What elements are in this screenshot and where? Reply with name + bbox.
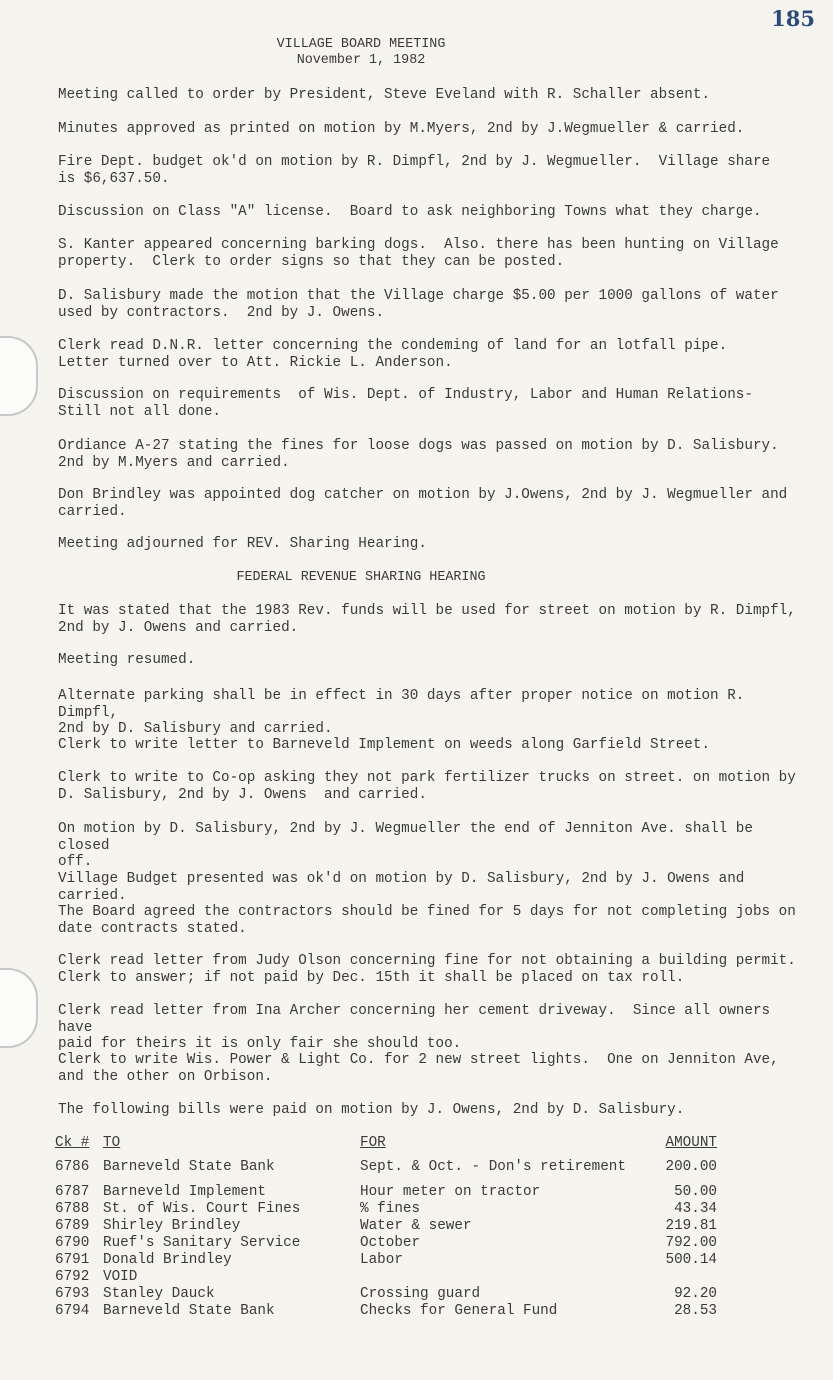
paragraph: Fire Dept. budget ok'd on motion by R. Dimpfl, 2nd by J. Wegmueller. Village share is $6,637.50. xyxy=(58,154,771,187)
amount: 92.20 xyxy=(674,1286,717,1302)
paragraph: On motion by D. Salisbury, 2nd by J. Wegmueller the end of Jenniton Ave. shall be closed off. xyxy=(58,821,753,870)
header-for: FOR xyxy=(360,1135,386,1151)
check-number: 6789 xyxy=(55,1218,90,1234)
paragraph: Alternate parking shall be in effect in 30 days after proper notice on motion R. Dimpfl, 2nd by D. Salisbury and carried. xyxy=(58,688,745,737)
payee: St. of Wis. Court Fines xyxy=(103,1201,301,1217)
amount: 500.14 xyxy=(665,1252,717,1268)
paragraph: D. Salisbury made the motion that the Village charge $5.00 per 1000 gallons of water used by contractors. 2nd by J. Owens. xyxy=(58,288,779,321)
table-row xyxy=(55,1303,755,1320)
purpose: Sept. & Oct. - Don's retirement xyxy=(360,1159,626,1175)
header-amount: AMOUNT xyxy=(665,1135,717,1151)
bills-header-row xyxy=(55,1135,755,1152)
purpose: Water & sewer xyxy=(360,1218,472,1234)
payee: Barneveld Implement xyxy=(103,1184,267,1200)
paragraph: It was stated that the 1983 Rev. funds will be used for street on motion by R. Dimpfl, 2nd by J. Owens and carried. xyxy=(58,603,796,636)
check-number: 6786 xyxy=(55,1159,90,1175)
paragraph: Clerk to write letter to Barneveld Implement on weeds along Garfield Street. xyxy=(58,737,711,753)
table-row xyxy=(55,1286,755,1303)
payee: Stanley Dauck xyxy=(103,1286,215,1302)
amount: 43.34 xyxy=(674,1201,717,1217)
check-number: 6792 xyxy=(55,1269,90,1285)
paragraph: Village Budget presented was ok'd on motion by D. Salisbury, 2nd by J. Owens and carried. xyxy=(58,871,753,904)
table-row xyxy=(55,1159,755,1176)
check-number: 6790 xyxy=(55,1235,90,1251)
meeting-date: November 1, 1982 xyxy=(296,53,426,68)
check-number: 6793 xyxy=(55,1286,90,1302)
amount: 219.81 xyxy=(665,1218,717,1234)
paragraph: Don Brindley was appointed dog catcher on motion by J.Owens, 2nd by J. Wegmueller and carried. xyxy=(58,487,788,520)
paragraph: Meeting resumed. xyxy=(58,652,196,668)
payee: Barneveld State Bank xyxy=(103,1303,275,1319)
purpose: Labor xyxy=(360,1252,403,1268)
payee: Ruef's Sanitary Service xyxy=(103,1235,301,1251)
table-row xyxy=(55,1252,755,1269)
payee: Barneveld State Bank xyxy=(103,1159,275,1175)
purpose: % fines xyxy=(360,1201,421,1217)
paragraph: Ordiance A-27 stating the fines for loose dogs was passed on motion by D. Salisbury. 2nd by M.Myers and carried. xyxy=(58,438,779,471)
amount: 200.00 xyxy=(665,1159,717,1175)
check-number: 6794 xyxy=(55,1303,90,1319)
binder-hole-bottom xyxy=(0,968,38,1048)
paragraph: The Board agreed the contractors should be fined for 5 days for not completing jobs on date contracts stated. xyxy=(58,904,796,937)
table-row xyxy=(55,1269,755,1286)
page-number: 185 xyxy=(771,6,815,31)
paragraph: Clerk read letter from Ina Archer concerning her cement driveway. Since all owners have paid for theirs it is only fair she should too. xyxy=(58,1003,771,1052)
paragraph: Clerk read letter from Judy Olson concerning fine for not obtaining a building permit. Clerk to answer; if not paid by Dec. 15th it shall be placed on tax roll. xyxy=(58,953,796,986)
binder-hole-top xyxy=(0,336,38,416)
payee: VOID xyxy=(103,1269,138,1285)
payee: Donald Brindley xyxy=(103,1252,232,1268)
page-title: VILLAGE BOARD MEETING xyxy=(276,37,446,52)
paragraph: S. Kanter appeared concerning barking dogs. Also. there has been hunting on Village property. Clerk to order signs so that they can be posted. xyxy=(58,237,779,270)
table-row xyxy=(55,1235,755,1252)
check-number: 6788 xyxy=(55,1201,90,1217)
check-number: 6791 xyxy=(55,1252,90,1268)
purpose: Crossing guard xyxy=(360,1286,481,1302)
amount: 50.00 xyxy=(674,1184,717,1200)
paragraph: Discussion on Class "A" license. Board to ask neighboring Towns what they charge. xyxy=(58,204,762,220)
table-row xyxy=(55,1184,755,1201)
purpose: October xyxy=(360,1235,421,1251)
purpose: Hour meter on tractor xyxy=(360,1184,541,1200)
table-row xyxy=(55,1218,755,1235)
table-row xyxy=(55,1201,755,1218)
paragraph: Meeting adjourned for REV. Sharing Hearing. xyxy=(58,536,427,552)
header-to: TO xyxy=(103,1135,121,1151)
check-number: 6787 xyxy=(55,1184,90,1200)
paragraph: Clerk to write to Co-op asking they not park fertilizer trucks on street. on motion by D. Salisbury, 2nd by J. Owens and carried. xyxy=(58,770,796,803)
payee: Shirley Brindley xyxy=(103,1218,241,1234)
amount: 28.53 xyxy=(674,1303,717,1319)
paragraph: Minutes approved as printed on motion by M.Myers, 2nd by J.Wegmueller & carried. xyxy=(58,121,745,137)
purpose: Checks for General Fund xyxy=(360,1303,558,1319)
paragraph: Discussion on requirements of Wis. Dept. of Industry, Labor and Human Relations- Still not all done. xyxy=(58,387,753,420)
paragraph: The following bills were paid on motion by J. Owens, 2nd by D. Salisbury. xyxy=(58,1102,685,1118)
section-title: FEDERAL REVENUE SHARING HEARING xyxy=(236,570,486,585)
header-ck: Ck # xyxy=(55,1135,90,1151)
amount: 792.00 xyxy=(665,1235,717,1251)
paragraph: Meeting called to order by President, Steve Eveland with R. Schaller absent. xyxy=(58,87,711,103)
paragraph: Clerk to write Wis. Power & Light Co. for 2 new street lights. One on Jenniton Ave, and the other on Orbison. xyxy=(58,1052,779,1085)
paragraph: Clerk read D.N.R. letter concerning the condeming of land for an lotfall pipe. Letter turned over to Att. Rickie L. Anderson. xyxy=(58,338,728,371)
